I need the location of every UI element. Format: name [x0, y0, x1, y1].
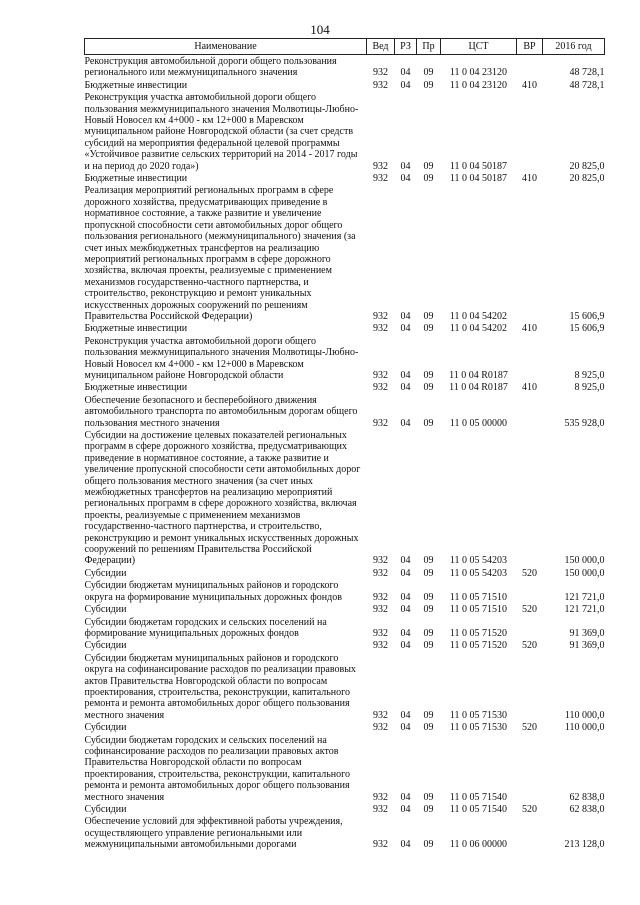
row-sum: 91 369,0: [569, 640, 605, 652]
row-rz: 04: [400, 79, 411, 91]
row-ved: 932: [373, 310, 388, 322]
row-vr: [517, 55, 543, 79]
row-name: Субсидии бюджетам муниципальных районов и городского округа на формирование муниципальных дорожных фондов: [84, 580, 342, 603]
row-sum: 20 825,0: [569, 173, 605, 185]
row-rz: 04: [400, 627, 411, 639]
row-cst: 11 0 04 50187: [449, 160, 508, 172]
row-rz: 04: [400, 722, 411, 734]
table-row: [85, 579, 605, 603]
row-ved: 932: [373, 369, 388, 381]
row-rz: 04: [400, 839, 411, 851]
row-ved: 932: [373, 382, 388, 394]
row-sum: 48 728,1: [569, 67, 605, 79]
row-pr: 09: [423, 791, 434, 803]
row-pr: 09: [423, 709, 434, 721]
table-row: [85, 184, 605, 322]
row-cst: 11 0 04 R0187: [449, 369, 508, 381]
row-pr: 09: [423, 640, 434, 652]
table-row: [85, 335, 605, 382]
table-row: [85, 721, 605, 733]
table-row: [85, 91, 605, 172]
row-sum: 62 838,0: [569, 791, 605, 803]
row-name: Обеспечение безопасного и бесперебойного движения автомобильного транспорта по автомобильным дорогам общего пользования местного значения: [84, 394, 358, 429]
row-sum: 8 925,0: [574, 369, 605, 381]
table-row: [85, 639, 605, 651]
row-pr: 09: [423, 79, 434, 91]
row-name: Субсидии: [84, 567, 127, 579]
header-vr: ВР: [517, 39, 543, 55]
row-name: Субсидии на достижение целевых показателей региональных программ в сфере дорожного хозяйства, предусматривающих приведение в нормативное состояние, а также развитие и увеличение пропускной способности сети автомобильных дорог общего пользования местного значения (за счет иных межбюджетных трансфертов на реализацию мероприятий региональных программ в сфере дорожного хозяйства, включая проекты, реализуемые с применением механизмов государственно-частного партнерства, и строительство, реконструкцию и ремонт уникальных искусственных дорожных сооружений по решениям Правительства Российской Федерации): [84, 430, 361, 567]
row-pr: 09: [423, 627, 434, 639]
row-rz: 04: [400, 323, 411, 335]
row-rz: 04: [400, 591, 411, 603]
row-rz: 04: [400, 382, 411, 394]
row-name: Субсидии: [84, 722, 127, 734]
row-name: Субсидии бюджетам городских и сельских поселений на формирование муниципальных дорожных фондов: [84, 616, 327, 639]
row-rz: 04: [400, 555, 411, 567]
row-rz: 04: [400, 173, 411, 185]
row-vr: 410: [522, 323, 537, 335]
row-vr: 410: [522, 382, 537, 394]
row-ved: 932: [373, 722, 388, 734]
row-rz: 04: [400, 567, 411, 579]
row-pr: 09: [423, 417, 434, 429]
row-name: Реконструкция участка автомобильной дороги общего пользования межмуниципального значения Молвотицы-Любно-Новый Новосел км 4+000 - км 12+000 в Маревском муниципальном районе Новгородской области: [84, 335, 359, 381]
row-cst: 11 0 05 71540: [449, 791, 508, 803]
row-ved: 932: [373, 627, 388, 639]
row-name: Обеспечение условий для эффективной работы учреждения, осуществляющего управление региональными или межмуниципальными автомобильными дорогами: [84, 816, 343, 851]
row-cst: 11 0 04 54202: [449, 323, 508, 335]
row-pr: 09: [423, 160, 434, 172]
budget-table: [84, 38, 605, 851]
row-vr: 520: [522, 604, 537, 616]
row-vr: 410: [522, 79, 537, 91]
header-cst: ЦСТ: [441, 39, 517, 55]
row-vr: 410: [522, 173, 537, 185]
header-pr: Пр: [417, 39, 441, 55]
row-rz: 04: [400, 369, 411, 381]
table-row: [85, 429, 605, 567]
row-ved: 932: [373, 567, 388, 579]
header-name: Наименование: [85, 39, 367, 55]
row-sum: 20 825,0: [569, 160, 605, 172]
row-cst: 11 0 04 23120: [449, 79, 508, 91]
row-pr: 09: [423, 567, 434, 579]
row-cst: 11 0 05 71530: [449, 722, 508, 734]
row-rz: 04: [400, 160, 411, 172]
row-vr: [517, 652, 543, 721]
row-ved: 932: [373, 839, 388, 851]
row-name: Реализация мероприятий региональных программ в сфере дорожного хозяйства, предусматривающих приведение в нормативное состояние, а также развитие и увеличение пропускной способности сети автомобильных дорог общего пользования регионального (межмуниципального) значения (за счет иных межбюджетных трансфертов на реализацию мероприятий региональных программ в сфере дорожного хозяйства, включая проекты, реализуемые с применением механизмов государственно-частного партнерства, и строительство, реконструкцию и ремонт уникальных искусственных дорожных сооружений по решениям Правительства Российской Федерации): [84, 185, 356, 322]
row-cst: 11 0 05 71520: [449, 627, 508, 639]
row-name: Бюджетные инвестиции: [84, 79, 188, 91]
row-sum: 48 728,1: [569, 79, 605, 91]
row-pr: 09: [423, 591, 434, 603]
row-cst: 11 0 06 00000: [449, 839, 508, 851]
row-rz: 04: [400, 310, 411, 322]
row-vr: 520: [522, 722, 537, 734]
row-cst: 11 0 04 50187: [449, 173, 508, 185]
row-name: Реконструкция автомобильной дороги общего пользования регионального или межмуниципального значения: [84, 56, 337, 79]
row-sum: 150 000,0: [564, 555, 605, 567]
row-ved: 932: [373, 555, 388, 567]
row-sum: 121 721,0: [564, 604, 605, 616]
row-vr: [517, 394, 543, 429]
row-sum: 213 128,0: [564, 839, 605, 851]
row-pr: 09: [423, 839, 434, 851]
row-pr: 09: [423, 555, 434, 567]
row-vr: [517, 429, 543, 567]
row-ved: 932: [373, 323, 388, 335]
row-rz: 04: [400, 709, 411, 721]
row-ved: 932: [373, 591, 388, 603]
row-ved: 932: [373, 173, 388, 185]
row-vr: [517, 579, 543, 603]
row-name: Реконструкция участка автомобильной дороги общего пользования межмуниципального значения Молвотицы-Любно-Новый Новосел км 4+000 - км 12+000 в Маревском муниципальном районе Новгородской области (за счет средств субсидий на мероприятия федеральной целевой программы «Устойчивое развитие сельских территорий на 2014 - 2017 годы и на период до 2020 года»): [84, 92, 359, 172]
row-ved: 932: [373, 640, 388, 652]
table-row: [85, 381, 605, 393]
row-vr: 520: [522, 804, 537, 815]
table-row: [85, 394, 605, 429]
row-sum: 121 721,0: [564, 591, 605, 603]
row-vr: [517, 815, 543, 850]
table-row: [85, 322, 605, 334]
row-vr: [517, 91, 543, 172]
row-vr: [517, 184, 543, 322]
row-sum: 150 000,0: [564, 567, 605, 579]
row-pr: 09: [423, 722, 434, 734]
row-vr: [517, 734, 543, 803]
row-pr: 09: [423, 804, 434, 815]
row-name: Субсидии: [84, 804, 127, 815]
row-pr: 09: [423, 369, 434, 381]
table-row: [85, 734, 605, 803]
table-row: [85, 567, 605, 579]
row-ved: 932: [373, 67, 388, 79]
row-rz: 04: [400, 417, 411, 429]
row-name: Бюджетные инвестиции: [84, 173, 188, 185]
row-ved: 932: [373, 804, 388, 815]
row-ved: 932: [373, 709, 388, 721]
table-row: [85, 652, 605, 721]
row-cst: 11 0 05 71540: [449, 804, 508, 815]
row-cst: 11 0 05 54203: [449, 567, 508, 579]
row-rz: 04: [400, 67, 411, 79]
row-rz: 04: [400, 791, 411, 803]
row-rz: 04: [400, 640, 411, 652]
row-sum: 15 606,9: [569, 323, 605, 335]
row-vr: 520: [522, 640, 537, 652]
table-header: [85, 39, 605, 55]
row-sum: 91 369,0: [569, 627, 605, 639]
row-ved: 932: [373, 160, 388, 172]
row-vr: [517, 335, 543, 382]
row-vr: [517, 616, 543, 640]
row-cst: 11 0 05 71510: [449, 604, 508, 616]
row-pr: 09: [423, 323, 434, 335]
header-ved: Вед: [367, 39, 395, 55]
row-ved: 932: [373, 791, 388, 803]
row-sum: 15 606,9: [569, 310, 605, 322]
row-sum: 110 000,0: [564, 709, 605, 721]
row-ved: 932: [373, 417, 388, 429]
row-name: Бюджетные инвестиции: [84, 323, 188, 335]
row-cst: 11 0 04 23120: [449, 67, 508, 79]
table-row: [85, 603, 605, 615]
header-sum: 2016 год: [543, 39, 605, 55]
row-sum: 535 928,0: [564, 417, 605, 429]
table-row: [85, 815, 605, 850]
row-pr: 09: [423, 67, 434, 79]
row-cst: 11 0 05 71530: [449, 709, 508, 721]
table-row: [85, 803, 605, 815]
header-rz: РЗ: [395, 39, 417, 55]
row-pr: 09: [423, 604, 434, 616]
table-row: [85, 172, 605, 184]
row-cst: 11 0 05 71520: [449, 640, 508, 652]
row-cst: 11 0 05 00000: [449, 417, 508, 429]
row-pr: 09: [423, 173, 434, 185]
row-name: Субсидии: [84, 640, 127, 652]
row-name: Субсидии: [84, 604, 127, 616]
table-row: [85, 79, 605, 91]
row-name: Субсидии бюджетам муниципальных районов и городского округа на софинансирование расходов по реализации правовых актов Правительства Новгородской области по вопросам проектирования, строительства, реконструкции, капитального ремонта и ремонта автомобильных дорог общего пользования местного значения: [84, 652, 356, 721]
row-cst: 11 0 04 54202: [449, 310, 508, 322]
row-pr: 09: [423, 382, 434, 394]
row-rz: 04: [400, 604, 411, 616]
page-number: 104: [310, 22, 330, 37]
row-pr: 09: [423, 310, 434, 322]
table-row: [85, 616, 605, 640]
row-cst: 11 0 05 71510: [449, 591, 508, 603]
row-vr: 520: [522, 567, 537, 579]
row-sum: 110 000,0: [564, 722, 605, 734]
row-sum: 62 838,0: [569, 804, 605, 815]
table-body: [85, 55, 605, 851]
row-cst: 11 0 05 54203: [449, 555, 508, 567]
row-name: Бюджетные инвестиции: [84, 382, 188, 394]
row-ved: 932: [373, 79, 388, 91]
table-row: [85, 55, 605, 79]
row-name: Субсидии бюджетам городских и сельских поселений на софинансирование расходов по реализации правовых актов Правительства Новгородской области по вопросам проектирования, строительства, реконструкции, капитального ремонта и ремонта автомобильных дорог общего пользования местного значения: [84, 734, 351, 803]
row-ved: 932: [373, 604, 388, 616]
row-sum: 8 925,0: [574, 382, 605, 394]
row-rz: 04: [400, 804, 411, 815]
row-cst: 11 0 04 R0187: [449, 382, 508, 394]
